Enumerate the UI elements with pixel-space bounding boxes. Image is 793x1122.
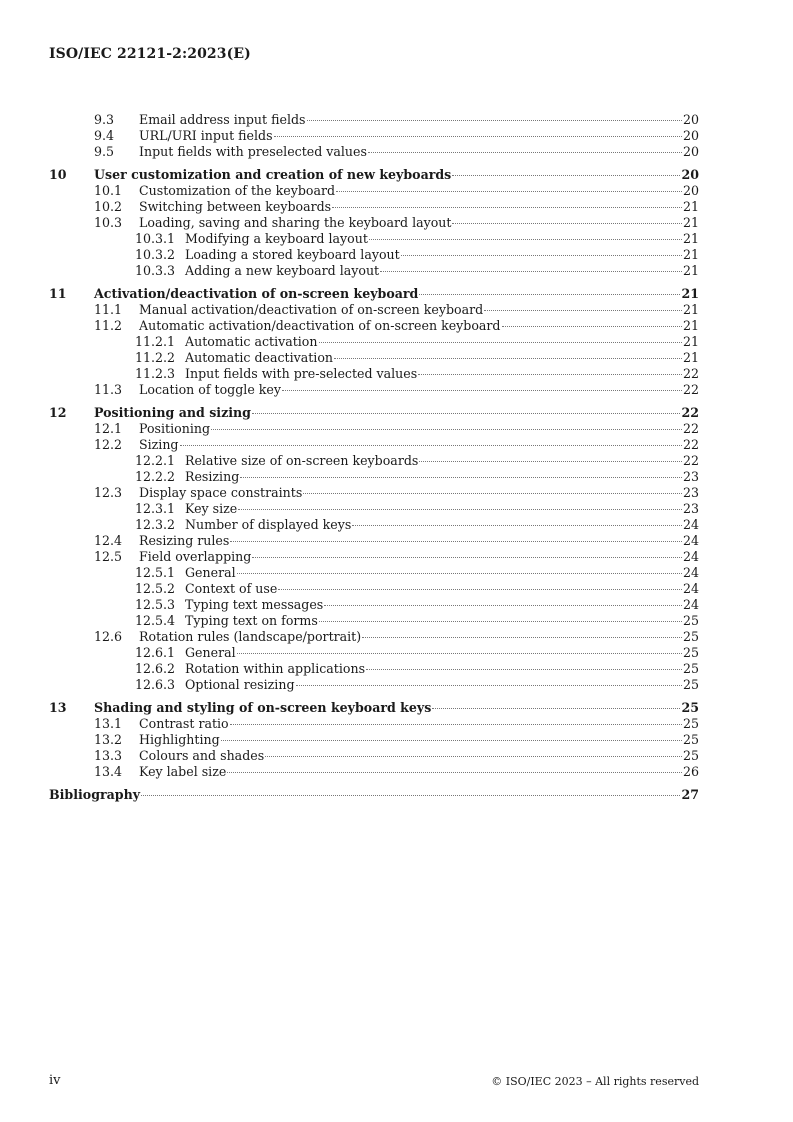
- toc-entry-page: 20: [682, 112, 699, 127]
- toc-entry[interactable]: [49, 405, 699, 421]
- toc-entry-page: 24: [682, 517, 699, 532]
- dot-leader: [502, 326, 682, 327]
- toc-entry-title: Adding a new keyboard layout: [185, 263, 380, 278]
- toc-entry-number: 10: [49, 167, 67, 182]
- toc-entry-page: 24: [682, 597, 699, 612]
- toc-entry-page: 23: [682, 485, 699, 500]
- toc-entry-number: 12.3.2: [135, 517, 176, 532]
- toc-entry-title: Colours and shades: [139, 748, 265, 763]
- toc-entry-number: 12.5.2: [135, 581, 176, 596]
- toc-entry-title: Relative size of on-screen keyboards: [185, 453, 419, 468]
- dot-leader: [419, 294, 680, 295]
- toc-entry-page: 21: [682, 302, 699, 317]
- dot-leader: [296, 685, 682, 686]
- toc-entry-page: 25: [682, 661, 699, 676]
- toc-entry-title: Modifying a keyboard layout: [185, 231, 368, 246]
- toc-entry-number: 12.4: [94, 533, 123, 548]
- table-of-contents: [49, 112, 699, 803]
- toc-entry-title: Resizing rules: [139, 533, 230, 548]
- dot-leader: [240, 477, 682, 478]
- toc-entry-number: 13.1: [94, 716, 123, 731]
- dot-leader: [401, 255, 682, 256]
- toc-entry-title: Automatic deactivation: [185, 350, 334, 365]
- dot-leader: [324, 605, 682, 606]
- toc-entry-page: 25: [681, 700, 699, 715]
- dot-leader: [278, 589, 682, 590]
- toc-entry[interactable]: [49, 421, 699, 437]
- toc-entry-number: 10.1: [94, 183, 123, 198]
- toc-entry[interactable]: [49, 167, 699, 183]
- toc-entry-title: Manual activation/deactivation of on-screen keyboard: [139, 302, 484, 317]
- toc-entry-title: Key size: [185, 501, 238, 516]
- dot-leader: [366, 669, 682, 670]
- dot-leader: [303, 493, 682, 494]
- dot-leader: [319, 621, 682, 622]
- toc-entry[interactable]: [49, 501, 699, 517]
- toc-entry-title: Typing text messages: [185, 597, 324, 612]
- toc-entry[interactable]: [49, 263, 699, 279]
- toc-entry-number: 11.1: [94, 302, 123, 317]
- toc-entry-number: 11: [49, 286, 67, 301]
- toc-entry[interactable]: [49, 112, 699, 128]
- toc-entry[interactable]: [49, 629, 699, 645]
- toc-entry-number: 12: [49, 405, 67, 420]
- toc-entry-number: 12.6.1: [135, 645, 176, 660]
- toc-entry[interactable]: [49, 533, 699, 549]
- toc-entry-number: 12.2.1: [135, 453, 176, 468]
- toc-entry[interactable]: [49, 366, 699, 382]
- toc-entry[interactable]: [49, 549, 699, 565]
- toc-entry-title: Automatic activation/deactivation of on-screen keyboard: [139, 318, 501, 333]
- toc-entry-page: 24: [682, 549, 699, 564]
- toc-entry-number: 13.4: [94, 764, 123, 779]
- toc-entry-title: Loading a stored keyboard layout: [185, 247, 400, 262]
- toc-entry-title: Customization of the keyboard: [139, 183, 336, 198]
- toc-entry[interactable]: [49, 382, 699, 398]
- toc-entry-page: 21: [682, 334, 699, 349]
- toc-entry-page: 27: [681, 787, 699, 802]
- toc-entry[interactable]: [49, 453, 699, 469]
- toc-entry[interactable]: [49, 318, 699, 334]
- dot-leader: [418, 374, 682, 375]
- toc-entry-page: 22: [681, 405, 699, 420]
- toc-entry-title: Email address input fields: [139, 112, 306, 127]
- toc-entry[interactable]: [49, 764, 699, 780]
- toc-entry[interactable]: [49, 748, 699, 764]
- toc-entry-title: Highlighting: [139, 732, 220, 747]
- toc-entry-title: Contrast ratio: [139, 716, 229, 731]
- toc-entry[interactable]: [49, 661, 699, 677]
- toc-entry[interactable]: [49, 199, 699, 215]
- dot-leader: [252, 413, 680, 414]
- toc-entry-page: 23: [682, 501, 699, 516]
- dot-leader: [352, 525, 682, 526]
- toc-entry-title: Bibliography: [49, 787, 141, 802]
- dot-leader: [319, 342, 682, 343]
- toc-entry-number: 12.5: [94, 549, 123, 564]
- toc-entry-number: 11.2.2: [135, 350, 176, 365]
- toc-entry[interactable]: [49, 787, 699, 803]
- toc-entry-title: Typing text on forms: [185, 613, 318, 628]
- toc-entry-number: 10.3.3: [135, 263, 176, 278]
- dot-leader: [380, 271, 682, 272]
- toc-entry[interactable]: [49, 565, 699, 581]
- dot-leader: [237, 573, 682, 574]
- document-id: ISO/IEC 22121-2:2023(E): [49, 46, 251, 62]
- toc-entry-number: 13.3: [94, 748, 123, 763]
- toc-entry-number: 12.2: [94, 437, 123, 452]
- dot-leader: [221, 740, 682, 741]
- dot-leader: [180, 445, 682, 446]
- dot-leader: [484, 310, 682, 311]
- dot-leader: [452, 223, 681, 224]
- toc-entry-page: 24: [682, 533, 699, 548]
- toc-entry[interactable]: [49, 581, 699, 597]
- dot-leader: [368, 152, 682, 153]
- toc-entry[interactable]: [49, 334, 699, 350]
- dot-leader: [237, 653, 682, 654]
- toc-entry-title: Resizing: [185, 469, 240, 484]
- toc-entry-page: 22: [682, 453, 699, 468]
- dot-leader: [230, 724, 682, 725]
- toc-entry-number: 12.6.2: [135, 661, 176, 676]
- toc-entry-page: 21: [682, 350, 699, 365]
- toc-entry-title: URL/URI input fields: [139, 128, 273, 143]
- toc-entry-number: 12.3: [94, 485, 123, 500]
- toc-entry-page: 20: [682, 144, 699, 159]
- toc-entry[interactable]: [49, 716, 699, 732]
- dot-leader: [452, 175, 680, 176]
- toc-entry-number: 12.6: [94, 629, 123, 644]
- toc-entry-page: 21: [682, 318, 699, 333]
- toc-entry-title: Context of use: [185, 581, 278, 596]
- toc-entry-number: 12.5.3: [135, 597, 176, 612]
- toc-entry-title: User customization and creation of new keyboards: [94, 167, 452, 182]
- toc-entry-number: 9.3: [94, 112, 115, 127]
- toc-entry-page: 22: [682, 382, 699, 397]
- toc-entry-page: 22: [682, 421, 699, 436]
- toc-entry-page: 20: [681, 167, 699, 182]
- dot-leader: [238, 509, 682, 510]
- toc-entry-number: 11.2.3: [135, 366, 176, 381]
- toc-entry-title: General: [185, 565, 236, 580]
- dot-leader: [336, 191, 682, 192]
- toc-entry-number: 10.3.1: [135, 231, 176, 246]
- toc-entry[interactable]: [49, 732, 699, 748]
- page-number: iv: [49, 1073, 61, 1088]
- toc-entry[interactable]: [49, 597, 699, 613]
- dot-leader: [419, 461, 682, 462]
- toc-entry-number: 12.3.1: [135, 501, 176, 516]
- toc-entry-number: 12.1: [94, 421, 123, 436]
- copyright-notice: © ISO/IEC 2023 – All rights reserved: [491, 1075, 699, 1088]
- toc-entry-page: 25: [682, 629, 699, 644]
- dot-leader: [432, 708, 680, 709]
- dot-leader: [252, 557, 682, 558]
- toc-entry-title: Automatic activation: [185, 334, 318, 349]
- dot-leader: [334, 358, 682, 359]
- toc-entry-page: 21: [681, 286, 699, 301]
- toc-entry[interactable]: [49, 613, 699, 629]
- dot-leader: [265, 756, 682, 757]
- toc-entry[interactable]: [49, 302, 699, 318]
- toc-entry[interactable]: [49, 183, 699, 199]
- toc-entry-title: Sizing: [139, 437, 179, 452]
- dot-leader: [307, 120, 682, 121]
- toc-entry-number: 12.5.1: [135, 565, 176, 580]
- toc-entry-title: Switching between keyboards: [139, 199, 332, 214]
- toc-entry-page: 21: [682, 215, 699, 230]
- toc-entry[interactable]: [49, 286, 699, 302]
- dot-leader: [332, 207, 682, 208]
- dot-leader: [282, 390, 682, 391]
- toc-entry-page: 21: [682, 231, 699, 246]
- toc-entry-page: 21: [682, 199, 699, 214]
- toc-entry[interactable]: [49, 517, 699, 533]
- toc-entry[interactable]: [49, 128, 699, 144]
- toc-entry[interactable]: [49, 144, 699, 160]
- dot-leader: [227, 772, 682, 773]
- toc-entry-number: 12.5.4: [135, 613, 176, 628]
- toc-entry-title: Input fields with preselected values: [139, 144, 367, 159]
- toc-entry-title: Number of displayed keys: [185, 517, 352, 532]
- toc-entry-title: Optional resizing: [185, 677, 295, 692]
- toc-entry-page: 25: [682, 748, 699, 763]
- toc-entry-page: 21: [682, 263, 699, 278]
- toc-entry-number: 10.3: [94, 215, 123, 230]
- toc-entry-title: Input fields with pre-selected values: [185, 366, 418, 381]
- toc-entry-number: 11.3: [94, 382, 123, 397]
- dot-leader: [141, 795, 680, 796]
- toc-entry-title: Field overlapping: [139, 549, 252, 564]
- toc-entry[interactable]: [49, 677, 699, 693]
- toc-entry-page: 20: [682, 128, 699, 143]
- toc-entry-page: 22: [682, 366, 699, 381]
- toc-entry[interactable]: [49, 700, 699, 716]
- toc-entry-page: 20: [682, 183, 699, 198]
- dot-leader: [211, 429, 682, 430]
- toc-entry-title: Loading, saving and sharing the keyboard layout: [139, 215, 452, 230]
- toc-entry-page: 26: [682, 764, 699, 779]
- toc-entry-title: Rotation rules (landscape/portrait): [139, 629, 362, 644]
- toc-entry-number: 10.2: [94, 199, 123, 214]
- dot-leader: [362, 637, 682, 638]
- toc-entry-number: 11.2.1: [135, 334, 176, 349]
- toc-entry[interactable]: [49, 485, 699, 501]
- dot-leader: [230, 541, 682, 542]
- toc-entry-title: Location of toggle key: [139, 382, 281, 397]
- toc-entry-title: Positioning and sizing: [94, 405, 251, 420]
- toc-entry-number: 12.6.3: [135, 677, 176, 692]
- toc-entry-number: 9.5: [94, 144, 115, 159]
- toc-entry[interactable]: [49, 437, 699, 453]
- toc-entry-page: 25: [682, 716, 699, 731]
- toc-entry-number: 12.2.2: [135, 469, 176, 484]
- dot-leader: [274, 136, 682, 137]
- toc-entry-page: 25: [682, 732, 699, 747]
- toc-entry[interactable]: [49, 350, 699, 366]
- toc-entry-page: 25: [682, 613, 699, 628]
- toc-entry-number: 13.2: [94, 732, 123, 747]
- toc-entry-page: 24: [682, 565, 699, 580]
- toc-entry-title: Rotation within applications: [185, 661, 366, 676]
- toc-entry-page: 24: [682, 581, 699, 596]
- toc-entry-title: Shading and styling of on-screen keyboard keys: [94, 700, 432, 715]
- toc-entry-number: 11.2: [94, 318, 123, 333]
- toc-entry-number: 13: [49, 700, 67, 715]
- toc-entry-number: 9.4: [94, 128, 115, 143]
- toc-entry-page: 25: [682, 677, 699, 692]
- toc-entry-title: Key label size: [139, 764, 227, 779]
- toc-entry-page: 22: [682, 437, 699, 452]
- toc-entry[interactable]: [49, 215, 699, 231]
- toc-entry[interactable]: [49, 469, 699, 485]
- toc-entry-title: General: [185, 645, 236, 660]
- toc-entry-page: 21: [682, 247, 699, 262]
- toc-entry-number: 10.3.2: [135, 247, 176, 262]
- toc-entry-title: Display space constraints: [139, 485, 303, 500]
- toc-entry[interactable]: [49, 247, 699, 263]
- toc-entry[interactable]: [49, 645, 699, 661]
- toc-entry-page: 25: [682, 645, 699, 660]
- toc-entry-title: Activation/deactivation of on-screen keyboard: [94, 286, 419, 301]
- toc-entry[interactable]: [49, 231, 699, 247]
- toc-entry-title: Positioning: [139, 421, 211, 436]
- toc-entry-page: 23: [682, 469, 699, 484]
- dot-leader: [369, 239, 682, 240]
